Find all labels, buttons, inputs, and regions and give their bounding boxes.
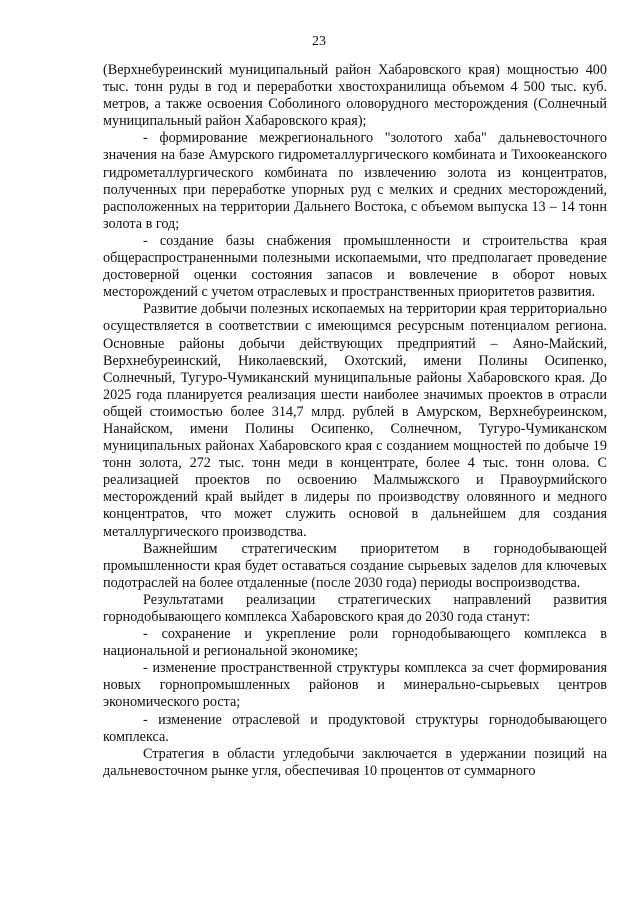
paragraph-strategic-priority: Важнейшим стратегическим приоритетом в горнодобывающей промышленности края будет оставаться создание сырьевых заделов для ключевых подотраслей на более отдаленные (после 2030 года) периоды воспроизводства.: [103, 540, 607, 591]
document-body: [103, 62, 607, 780]
page-number: 23: [312, 34, 326, 49]
list-item-gold-hub: - формирование межрегионального "золотого хаба" дальневосточного значения на базе Амурского гидрометаллургического комбината и Тихоокеанского гидрометаллургического комбината по извлечению золота из концентратов, полученных при переработке упорных руд с мелких и средних месторождений, расположенных на территории Дальнего Востока, с объемом выпуска 13 – 14 тонн золота в год;: [103, 130, 607, 232]
paragraph-mining-development: Развитие добычи полезных ископаемых на территории края территориально осуществляется в соответствии с имеющимся ресурсным потенциалом региона. Основные районы добычи действующих предприятий – Аяно-Майский, Верхнебуреинский, Николаевский, Охотский, имени Полины Осипенко, Солнечный, Тугуро-Чумиканский муниципальные районы Хабаровского края. До 2025 года планируется реализация шести наиболее значимых проектов в отрасли общей стоимостью более 314,7 млрд. рублей в Амурском, Верхнебуреинском, Нанайском, имени Полины Осипенко, Солнечном, Тугуро-Чумиканском муниципальных районах Хабаровского края с созданием мощностей по добыче 19 тонн золота, 272 тыс. тонн меди в концентрате, более 4 тыс. тонн олова. С реализацией проектов по освоению Малмыжского и Правоурмийского месторождений край выйдет в лидеры по производству оловянного и медного концентратов, что может служить основой в дальнейшем для создания металлургического производства.: [103, 301, 607, 540]
list-item-spatial-structure: - изменение пространственной структуры комплекса за счет формирования новых горнопромышленных районов и минерально-сырьевых центров экономического роста;: [103, 660, 607, 711]
paragraph-results-intro: Результатами реализации стратегических направлений развития горнодобывающего комплекса Хабаровского края до 2030 года станут:: [103, 591, 607, 625]
paragraph-coal-strategy: Стратегия в области угледобычи заключается в удержании позиций на дальневосточном рынке угля, обеспечивая 10 процентов от суммарного: [103, 745, 607, 779]
list-item-product-structure: - изменение отраслевой и продуктовой структуры горнодобывающего комплекса.: [103, 711, 607, 745]
list-item-supply-base: - создание базы снабжения промышленности и строительства края общераспространенными полезными ископаемыми, что предполагает проведение достоверной оценки состояния запасов и вовлечение в оборот новых месторождений с учетом отраслевых и пространственных приоритетов развития.: [103, 232, 607, 301]
list-item-role-strengthening: - сохранение и укрепление роли горнодобывающего комплекса в национальной и региональной экономике;: [103, 626, 607, 660]
paragraph-continuation: (Верхнебуреинский муниципальный район Хабаровского края) мощностью 400 тыс. тонн руды в год и переработки хвостохранилища объемом 4 500 тыс. куб. метров, а также освоения Соболиного оловорудного месторождения (Солнечный муниципальный район Хабаровского края);: [103, 62, 607, 130]
